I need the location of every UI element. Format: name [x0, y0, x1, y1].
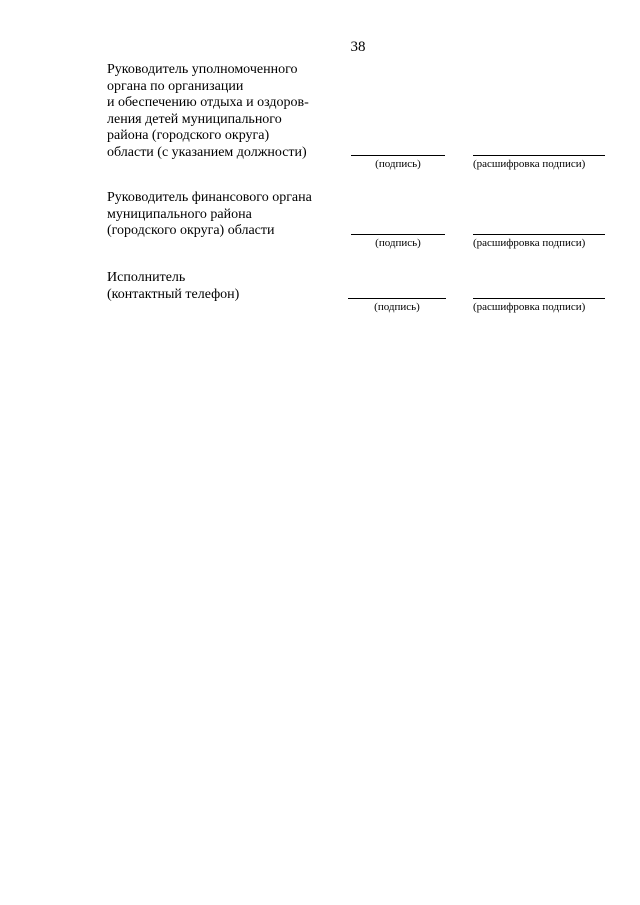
signature-decoding-field — [473, 298, 605, 314]
signature-field — [348, 298, 446, 314]
label-line: ления детей муниципального — [107, 111, 282, 127]
signature-field — [351, 155, 445, 171]
label-line: области (с указанием должности) — [107, 144, 307, 160]
signature-caption: (подпись) — [375, 237, 421, 249]
signatory-label — [107, 62, 347, 161]
decoding-caption: (расшифровка подписи) — [473, 301, 586, 313]
label-line: (контактный телефон) — [107, 286, 240, 302]
signature-block-authorized-body-head — [107, 62, 617, 182]
label-line: Руководитель финансового органа — [107, 190, 312, 205]
decoding-line — [473, 234, 605, 235]
signature-caption: (подпись) — [374, 301, 420, 313]
label-line: органа по организации — [107, 78, 244, 94]
decoding-caption: (расшифровка подписи) — [473, 158, 586, 170]
signature-block-executor — [107, 270, 617, 325]
signature-line — [351, 234, 445, 235]
label-line: муниципального района — [107, 206, 252, 222]
signature-caption: (подпись) — [375, 158, 421, 170]
signatory-label — [107, 190, 347, 240]
decoding-line — [473, 298, 605, 299]
signature-field — [351, 234, 445, 250]
label-line: района (городского округа) — [107, 128, 270, 143]
decoding-line — [473, 155, 605, 156]
label-line: (городского округа) области — [107, 223, 275, 238]
page-number: 38 — [350, 39, 366, 55]
decoding-caption: (расшифровка подписи) — [473, 237, 586, 249]
label-line: Руководитель уполномоченного — [107, 62, 298, 77]
signature-line — [351, 155, 445, 156]
label-line: Исполнитель — [107, 270, 186, 285]
signature-decoding-field — [473, 155, 605, 171]
signature-decoding-field — [473, 234, 605, 250]
signatory-label — [107, 270, 347, 303]
label-line: и обеспечению отдыха и оздоров- — [107, 95, 309, 110]
signature-line — [348, 298, 446, 299]
signature-block-finance-body-head — [107, 190, 617, 260]
